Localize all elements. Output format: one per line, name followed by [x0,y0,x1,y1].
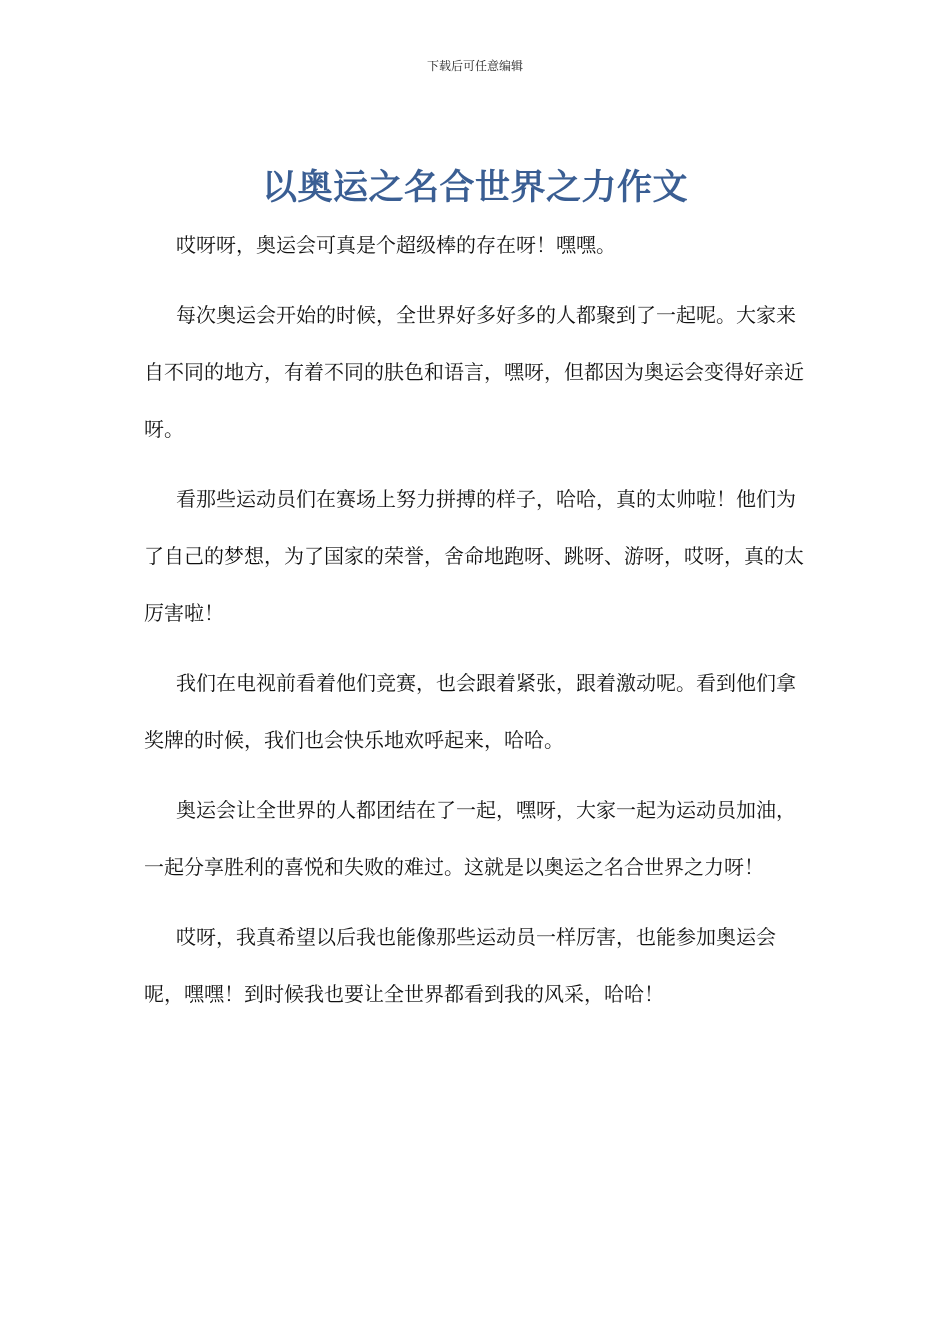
essay-body [144,217,812,1036]
download-note: 下载后可任意编辑 [426,59,523,73]
paragraph-2: 每次奥运会开始的时候，全世界好多好多的人都聚到了一起呢。大家来自不同的地方，有着不同的肤色和语言，嘿呀，但都因为奥运会变得好亲近呀。 [144,303,804,441]
document-title: 以奥运之名合世界之力作文 [261,168,688,208]
paragraph-4: 我们在电视前看着他们竞赛，也会跟着紧张，跟着激动呢。看到他们拿奖牌的时候，我们也会快乐地欢呼起来，哈哈。 [144,671,796,752]
paragraph-6: 哎呀，我真希望以后我也能像那些运动员一样厉害，也能参加奥运会呢，嘿嘿！到时候我也要让全世界都看到我的风采，哈哈！ [144,925,776,1006]
paragraph-1: 哎呀呀，奥运会可真是个超级棒的存在呀！嘿嘿。 [176,233,616,257]
paragraph-3: 看那些运动员们在赛场上努力拼搏的样子，哈哈，真的太帅啦！他们为了自己的梦想，为了国家的荣誉，舍命地跑呀、跳呀、游呀，哎呀，真的太厉害啦！ [144,487,804,625]
paragraph-5: 奥运会让全世界的人都团结在了一起，嘿呀，大家一起为运动员加油，一起分享胜利的喜悦和失败的难过。这就是以奥运之名合世界之力呀！ [144,798,796,879]
